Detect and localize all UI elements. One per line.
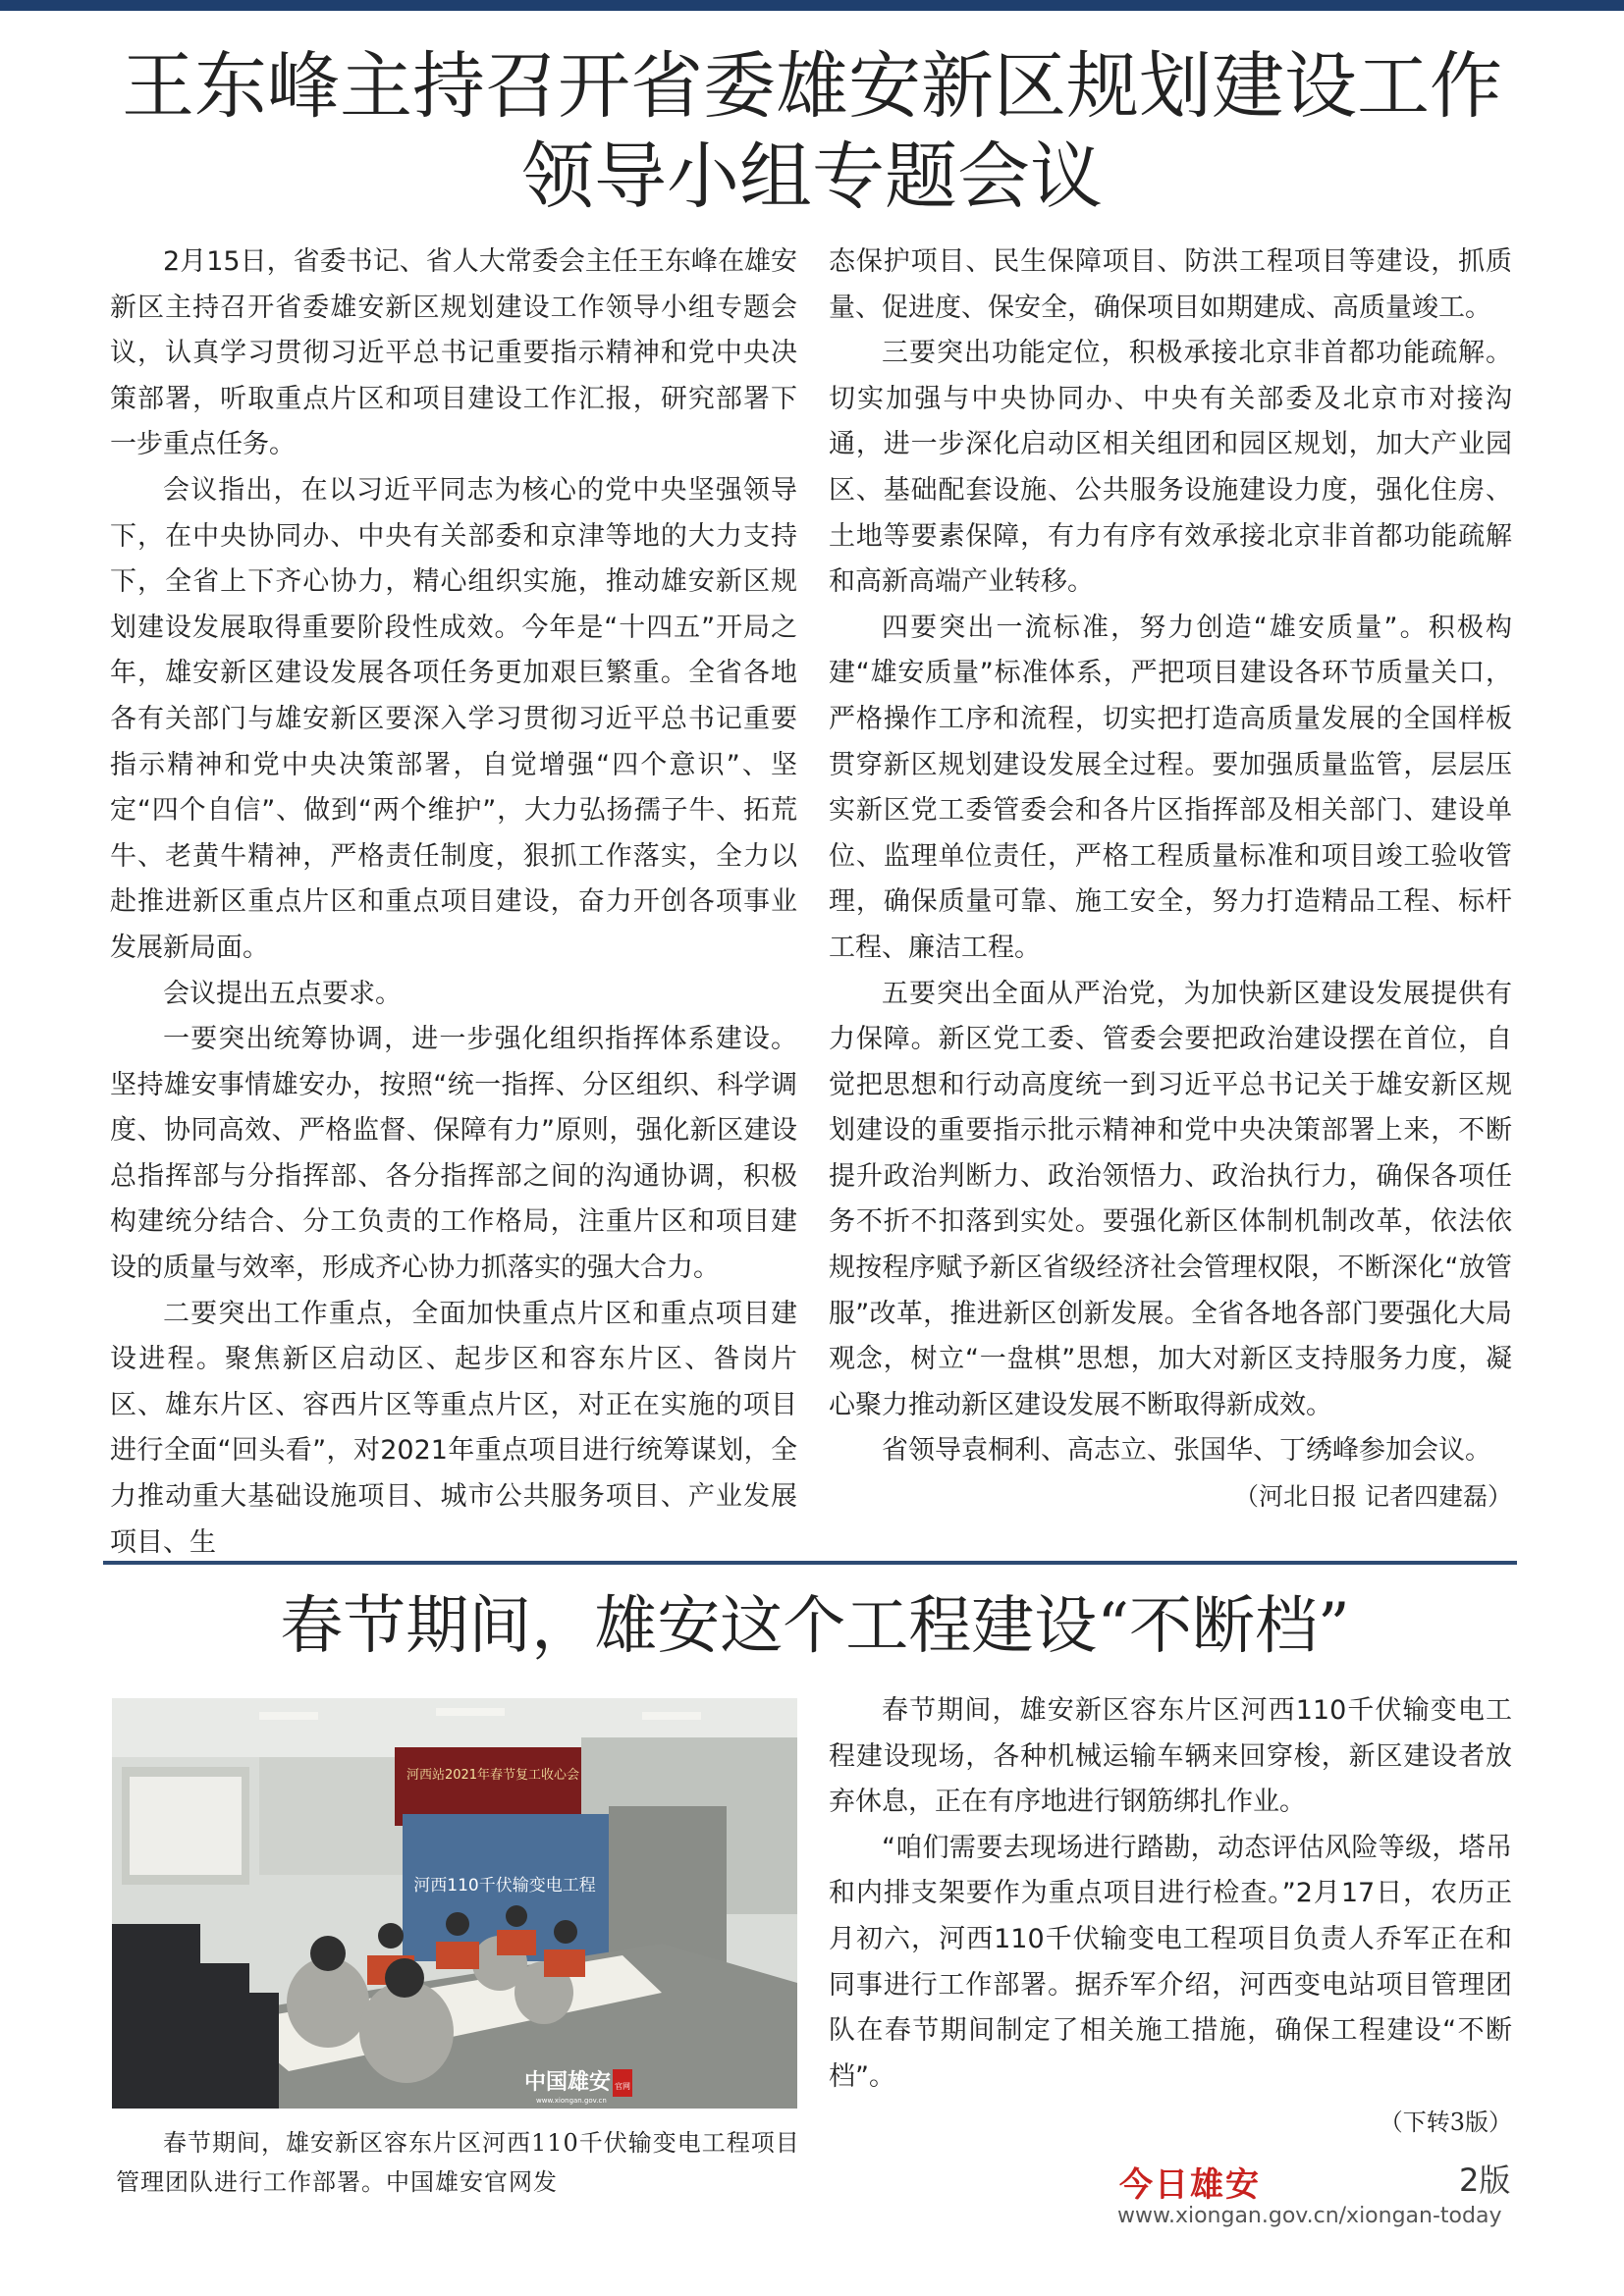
article1-paragraph: 二要突出工作重点，全面加快重点片区和重点项目建设进程。聚焦新区启动区、起步区和容东片区、昝岗片区、雄东片区、容西片区等重点片区，对正在实施的项目进行全面“回头看”，对2021年重点项目进行统筹谋划，全力推动重大基础设施项目、城市公共服务项目、产业发展项目、生 [110, 1298, 797, 1558]
top-color-bar [0, 0, 1624, 11]
article1-paragraph: 态保护项目、民生保障项目、防洪工程项目等建设，抓质量、促进度、保安全，确保项目如期建成、高质量竣工。 [829, 246, 1512, 323]
photo-watermark-text: 中国雄安 [524, 2069, 612, 2095]
photo-caption: 春节期间，雄安新区容东片区河西110千伏输变电工程项目管理团队进行工作部署。中国雄安官网发 [116, 2129, 800, 2196]
article1-paragraph: 四要突出一流标准，努力创造“雄安质量”。积极构建“雄安质量”标准体系，严把项目建设各环节质量关口，严格操作工序和流程，切实把打造高质量发展的全国样板贯穿新区规划建设发展全过程。要加强质量监管，层层压实新区党工委管委会和各片区指挥部及相关部门、建设单位、监理单位责任，严格工程质量标准和项目竣工验收管理，确保质量可靠、施工安全，努力打造精品工程、标杆工程、廉洁工程。 [829, 612, 1512, 963]
article1-column-right [829, 240, 1512, 1521]
section-divider [103, 1561, 1517, 1565]
article2-body [829, 1688, 1512, 2146]
article1-headline-line2: 领导小组专题会议 [521, 134, 1103, 219]
meeting-photo [112, 1698, 797, 2109]
article1-paragraph: 省领导袁桐利、高志立、张国华、丁绣峰参加会议。 [882, 1435, 1491, 1467]
article1-source: （河北日报 记者四建磊） [1234, 1482, 1512, 1512]
article2-headline: 春节期间，雄安这个工程建设“不断档” [280, 1590, 1350, 1663]
article1-headline-line1: 王东峰主持召开省委雄安新区规划建设工作 [122, 44, 1502, 129]
article1-paragraph: 三要突出功能定位，积极承接北京非首都功能疏解。切实加强与中央协同办、中央有关部委及北京市对接沟通，进一步深化启动区相关组团和园区规划，加大产业园区、基础配套设施、公共服务设施建设力度，强化住房、土地等要素保障，有力有序有效承接北京非首都功能疏解和高新高端产业转移。 [829, 338, 1512, 598]
photo-watermark-tag: 官网 [615, 2082, 630, 2091]
article1-paragraph: 五要突出全面从严治党，为加快新区建设发展提供有力保障。新区党工委、管委会要把政治建设摆在首位，自觉把思想和行动高度统一到习近平总书记关于雄安新区规划建设的重要指示批示精神和党中央决策部署上来，不断提升政治判断力、政治领悟力、政治执行力，确保各项任务不折不扣落到实处。要强化新区体制机制改革，依法依规按程序赋予新区省级经济社会管理权限，不断深化“放管服”改革，推进新区创新发展。全省各地各部门要强化大局观念，树立“一盘棋”思想，加大对新区支持服务力度，凝心聚力推动新区建设发展不断取得新成效。 [829, 978, 1512, 1420]
photo-banner-text: 河西站2021年春节复工收心会 [406, 1768, 580, 1783]
article1-paragraph: 2月15日，省委书记、省人大常委会主任王东峰在雄安新区主持召开省委雄安新区规划建设工作领导小组专题会议，认真学习贯彻习近平总书记重要指示精神和党中央决策部署，听取重点片区和项目建设工作汇报，研究部署下一步重点任务。 [110, 246, 797, 460]
article1-paragraph: 会议指出，在以习近平同志为核心的党中央坚强领导下，在中央协同办、中央有关部委和京津等地的大力支持下，全省上下齐心协力，精心组织实施，推动雄安新区规划建设发展取得重要阶段性成效。今年是“十四五”开局之年，雄安新区建设发展各项任务更加艰巨繁重。全省各地各有关部门与雄安新区要深入学习贯彻习近平总书记重要指示精神和党中央决策部署，自觉增强“四个意识”、坚定“四个自信”、做到“两个维护”，大力弘扬孺子牛、拓荒牛、老黄牛精神，严格责任制度，狠抓工作落实，全力以赴推进新区重点片区和重点项目建设，奋力开创各项事业发展新局面。 [110, 474, 797, 963]
newspaper-logo: 今日雄安 [1119, 2165, 1261, 2205]
photo-watermark-url: www.xiongan.gov.cn [536, 2097, 607, 2105]
article1-paragraph: 会议提出五点要求。 [163, 978, 402, 1009]
article2-paragraph: “咱们需要去现场进行踏勘，动态评估风险等级，塔吊和内排支架要作为重点项目进行检查。”2月17日，农历正月初六，河西110千伏输变电工程项目负责人乔军正在和同事进行工作部署。据乔军介绍，河西变电站项目管理团队在春节期间制定了相关施工措施，确保工程建设“不断档”。 [829, 1832, 1512, 2092]
article1-headline [79, 41, 1545, 222]
footer-url[interactable]: www.xiongan.gov.cn/xiongan-today [1117, 2204, 1502, 2228]
photo-screen-text: 河西110千伏输变电工程 [413, 1876, 596, 1896]
page-number: 2版 [1459, 2162, 1511, 2199]
meeting-photo-illustration [112, 1698, 797, 2109]
continue-note: （下转3版） [1379, 2109, 1512, 2137]
article2-paragraph: 春节期间，雄安新区容东片区河西110千伏输变电工程建设现场，各种机械运输车辆来回穿梭，新区建设者放弃休息，正在有序地进行钢筋绑扎作业。 [829, 1695, 1512, 1818]
article1-column-left [110, 240, 797, 1566]
article1-paragraph: 一要突出统筹协调，进一步强化组织指挥体系建设。坚持雄安事情雄安办，按照“统一指挥、分区组织、科学调度、协同高效、严格监督、保障有力”原则，强化新区建设总指挥部与分指挥部、各分指挥部之间的沟通协调，积极构建统分结合、分工负责的工作格局，注重片区和项目建设的质量与效率，形成齐心协力抓落实的强大合力。 [110, 1024, 797, 1284]
